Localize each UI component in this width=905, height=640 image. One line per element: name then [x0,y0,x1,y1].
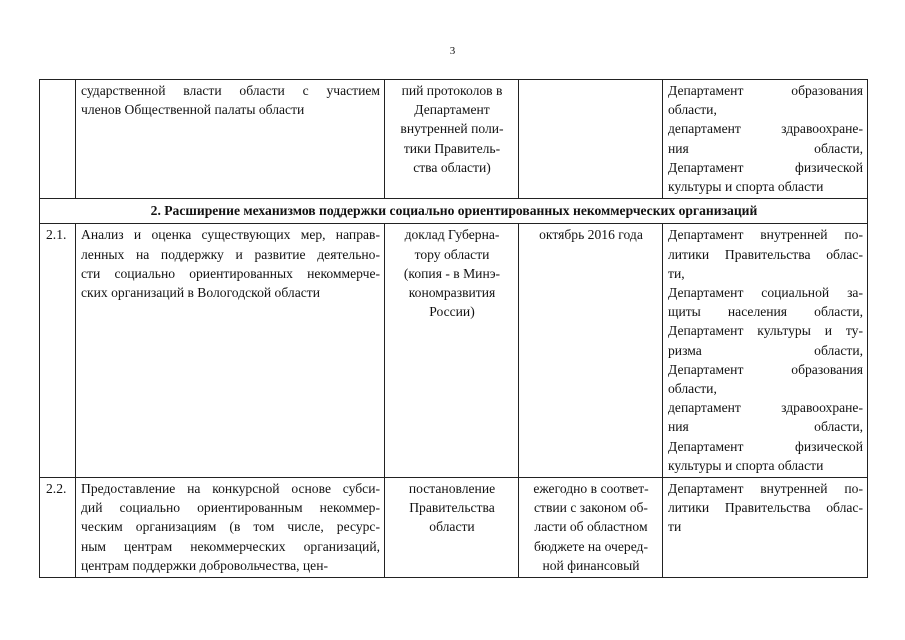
term-cell [519,224,663,478]
cell-line: Анализ и оценка существующих мер, направ- [81,227,380,243]
cell-line: постановление [408,481,496,497]
term-cell [519,80,663,199]
cell-line: ным центрам некоммерческих организаций, [81,538,380,554]
cell-line: ласти об областном [534,519,648,535]
cell-line: культуры и спорта области [668,457,824,473]
table-row [40,224,868,478]
row-number: 2.1. [40,224,76,478]
cell-line: ния области, [668,140,863,156]
table-row [40,478,868,578]
cell-line: тору области [414,246,490,262]
cell-line: щиты населения области, [668,304,863,320]
cell-line: дий социально ориентированным некоммер- [81,500,380,516]
cell-line: пий протоколов в [401,83,503,98]
cell-line: Департамент культуры и ту- [668,323,863,339]
cell-line: ческим организациям (в том числе, ресурс- [81,519,380,535]
cell-line: ти [668,519,682,535]
document-cell [385,478,519,578]
cell-line: Правительства [409,500,495,516]
cell-line: культуры и спорта области [668,179,824,195]
cell-line: центрам поддержки добровольчества, цен- [81,557,329,573]
cell-line: литики Правительства облас- [668,246,863,262]
cell-line: департамент здравоохране- [668,121,863,137]
cell-line: тики Правитель- [403,140,501,156]
cell-line: октябрь 2016 года [539,227,643,243]
cell-line: ния области, [668,419,863,435]
cell-line: сти социально ориентированных некоммерче- [81,265,380,281]
cell-line: доклад Губерна- [404,227,500,243]
cell-line: Предоставление на конкурсной основе субси- [81,481,380,497]
cell-line: ти, [668,265,685,281]
section-row [40,199,868,224]
cell-line: литики Правительства облас- [668,500,863,516]
cell-line: Департамент внутренней по- [668,227,863,243]
cell-line: области, [668,102,717,118]
cell-line: внутренней поли- [400,121,504,137]
cell-line: области, [668,381,717,397]
row-number: 2.2. [40,478,76,578]
document-cell [385,80,519,199]
activity-cell [76,80,385,199]
cell-line: ной финансовый [542,557,640,573]
activity-cell [76,478,385,578]
executor-cell [663,478,868,578]
cell-line: Департамент социальной за- [668,285,863,301]
cell-line: кономразвития [408,285,496,301]
cell-line: ских организаций в Вологодской области [81,285,320,301]
row-number [40,80,76,199]
executor-cell [663,224,868,478]
section-heading: 2. Расширение механизмов поддержки социально ориентированных некоммерческих организаций [40,199,868,224]
document-cell [385,224,519,478]
cell-line: (копия - в Минэ- [403,265,501,281]
page-number: 3 [449,45,456,57]
cell-line: Департамент физической [668,438,863,454]
cell-line: сударственной власти области с участием [81,83,380,98]
cell-line: ствии с законом об- [534,500,648,516]
cell-line: ленных на поддержку и развитие деятельно- [81,246,380,262]
plan-table [39,79,868,578]
cell-line: ризма области, [668,342,863,358]
cell-line: Департамент внутренней по- [668,481,863,497]
cell-line: России) [429,304,475,320]
cell-line: членов Общественной палаты области [81,102,305,118]
cell-line: Департамент образования [668,361,863,377]
activity-cell [76,224,385,478]
cell-line: ства области) [413,159,491,175]
cell-line: области [429,519,475,535]
term-cell [519,478,663,578]
cell-line: ежегодно в соответ- [533,481,649,497]
cell-line: Департамент [414,102,490,118]
executor-cell [663,80,868,199]
cell-line: бюджете на очеред- [533,538,649,554]
cell-line: Департамент физической [668,159,863,175]
cell-line: Департамент образования [668,83,863,98]
table-row [40,80,868,199]
cell-line: департамент здравоохране- [668,400,863,416]
